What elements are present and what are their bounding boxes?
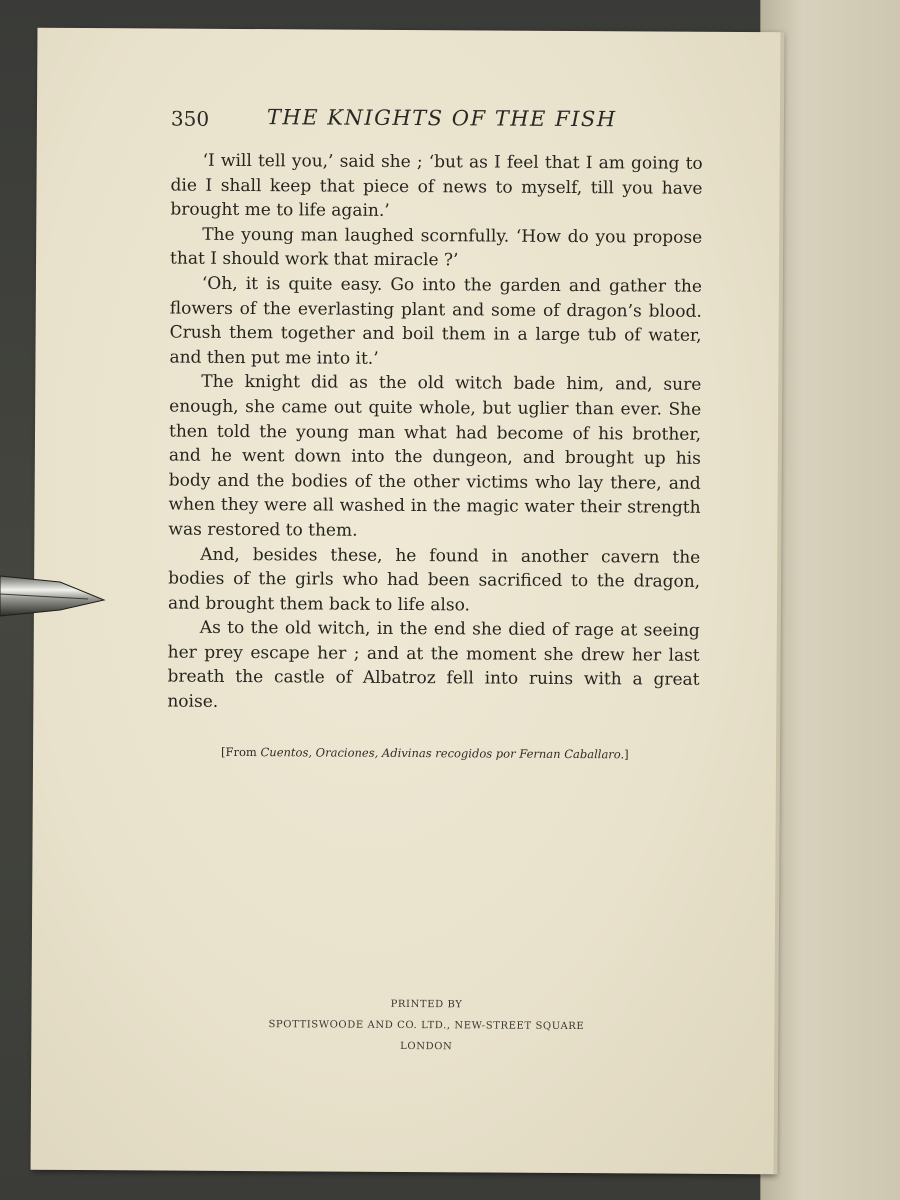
paragraph: ‘Oh, it is quite easy. Go into the garden and gather the flowers of the everlasting plant and some of dragon’s blood. Crush them together and boil them in a large tub of water, and then put me into it.’ [169,273,702,369]
paragraph: The knight did as the old witch bade him, and, sure enough, she came out quite whole, but uglier than ever. She then told the young man what had become of his brother, and he went down into the dungeon, and brought up his body and the bodies of the other victims who lay there, and when they were all washed in the magic water their strength was restored to them. [168,372,702,541]
story-text [167,149,702,718]
imprint-line: SPOTTISWOODE AND CO. LTD., NEW-STREET SQUARE [268,1019,585,1033]
source-note-suffix: ] [624,747,629,762]
source-note [221,745,681,762]
printer-imprint [231,993,621,1058]
page-number: 350 [170,106,210,131]
running-head: THE KNIGHTS OF THE FISH [266,105,617,132]
paragraph: The young man laughed scornfully. ‘How do you propose that I should work that miracle ?’ [170,224,703,271]
source-note-prefix: [From [221,744,261,760]
imprint-line: LONDON [400,1040,453,1053]
paragraph: ‘I will tell you,’ said she ; ‘but as I feel that I am going to die I shall keep that piece of news to myself, till you have brought me to life again.’ [170,150,703,222]
paragraph: As to the old witch, in the end she died of rage at seeing her prey escape her ; and at the moment she drew her last breath the castle of Albatroz fell into ruins with a great noise. [167,618,700,712]
imprint-line: PRINTED BY [390,998,463,1011]
pen-pointer-icon [0,570,108,618]
page-header [171,103,631,140]
paragraph: And, besides these, he found in another cavern the bodies of the girls who had been sacrificed to the dragon, and brought them back to life also. [167,544,701,616]
book-page [31,28,782,1175]
source-note-title: Cuentos, Oraciones, Adivinas recogidos por Fernan Caballaro. [260,745,625,762]
